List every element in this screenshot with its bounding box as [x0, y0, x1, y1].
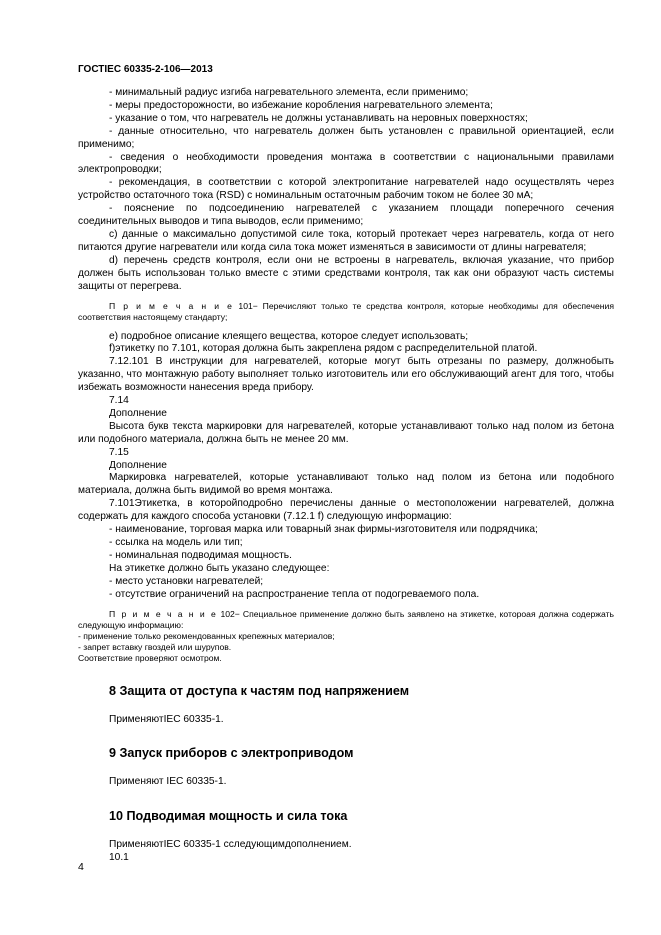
- clause-7-101: 7.101Этикетка, в которойподробно перечислены данные о местоположении нагревателей, должна содержать для каждого способа установки (7.12.1 f) следующую информацию:: [78, 498, 614, 523]
- clause-number: 7.14: [109, 395, 129, 407]
- item-f: f)этикетку по 7.101, которая должна быть закреплена рядом с распределительной платой.: [109, 343, 538, 355]
- list-item: - пояснение по подсоединению нагревателей с указанием площади поперечного сечения соединительных выводов и типа выводов, если применимо;: [78, 203, 614, 228]
- list-item: - меры предосторожности, во избежание коробления нагревательного элемента;: [109, 99, 493, 111]
- addition-label: Дополнение: [109, 459, 167, 471]
- note-102: [78, 609, 614, 631]
- item-e: e) подробное описание клеящего вещества, которое следует использовать;: [109, 330, 469, 342]
- list-item: - ссылка на модель или тип;: [109, 537, 243, 548]
- clause-number: 10.1: [109, 852, 129, 864]
- list-item: - наименование, торговая марка или товарный знак фирмы-изготовителя или подрядчика;: [109, 524, 538, 536]
- clause-7-15-text: Маркировка нагревателей, которые устанавливают только над полом из бетона или подобного материала, должна быть видимой во время монтажа.: [78, 472, 614, 497]
- section-heading-9: 9 Запуск приборов с электроприводом: [109, 746, 354, 761]
- note-101: [78, 301, 614, 323]
- item-c: c) данные о максимально допустимой силе тока, который протекает через нагреватель, когда от него питаются другие нагреватели или когда сила тока может изменяться в зависимости от длины нагревателя;: [78, 228, 614, 253]
- clause-7-14-text: Высота букв текста маркировки для нагревателей, которые устанавливают только над полом из бетона или подобного материала, должна быть не менее 20 мм.: [78, 420, 614, 445]
- standard-code: ГОСТIEC 60335-2-106—2013: [78, 64, 213, 75]
- list-item: - данные относительно, что нагреватель должен быть установлен с правильной ориентацией, если применимо;: [78, 125, 614, 150]
- section-heading-8: 8 Защита от доступа к частям под напряжением: [109, 683, 410, 698]
- label-intro: На этикетке должно быть указано следующее:: [109, 562, 330, 574]
- section-body: ПрименяютIEC 60335-1.: [109, 713, 224, 725]
- document-body: [78, 87, 614, 865]
- note-line: - применение только рекомендованных крепежных материалов;: [78, 630, 335, 641]
- section-body: Применяют IEC 60335-1.: [109, 776, 227, 788]
- section-body: ПрименяютIEC 60335-1 сследующимдополнением.: [109, 839, 352, 851]
- list-item: - минимальный радиус изгиба нагревательного элемента, если применимо;: [109, 87, 469, 98]
- note-line: - запрет вставку гвоздей или шурупов.: [78, 641, 232, 652]
- list-item: - номинальная подводимая мощность.: [109, 549, 292, 561]
- list-item: - сведения о необходимости проведения монтажа в соответствии с национальными правилами электропроводки;: [78, 151, 614, 176]
- note-label: П р и м е ч а н и е: [109, 608, 218, 619]
- note-text: 102− Специальное применение должно быть заявлено на этикетке, котороая должна содержать следующую информацию:: [78, 608, 614, 630]
- addition-label: Дополнение: [109, 407, 167, 419]
- list-item: - отсутствие ограничений на распространение тепла от подогреваемого пола.: [109, 588, 480, 600]
- list-item: - указание о том, что нагреватель не должны устанавливать на неровных поверхностях;: [109, 112, 528, 124]
- list-item: - место установки нагревателей;: [109, 575, 264, 587]
- list-item: - рекомендация, в соответствии с которой электропитание нагревателей надо осуществлять через устройство остаточного тока (RSD) с номинальным остаточным рабочим током не более 30 мА;: [78, 177, 614, 202]
- item-d: d) перечень средств контроля, если они не встроены в нагреватель, включая указание, что прибор должен быть использован только вместе с этими средствами контроля, так как они образуют часть системы защиты от перегрева.: [78, 254, 614, 292]
- clause-7-12-101: 7.12.101 В инструкции для нагревателей, которые могут быть отрезаны по размеру, должнобыть указанно, что монтажную работу выполняет только изготовитель или его обслуживающий агент для того, чтобы избежать возможности нанесения вреда прибору.: [78, 356, 614, 394]
- clause-number: 7.15: [109, 446, 129, 458]
- note-text: 101− Перечисляют только те средства контроля, которые необходимы для обеспечения соответствия настоящему стандарту;: [78, 300, 614, 322]
- note-line: Соответствие проверяют осмотром.: [78, 652, 222, 663]
- section-heading-10: 10 Подводимая мощность и сила тока: [109, 809, 348, 824]
- note-label: П р и м е ч а н и е: [109, 300, 234, 311]
- page-number: 4: [78, 861, 84, 873]
